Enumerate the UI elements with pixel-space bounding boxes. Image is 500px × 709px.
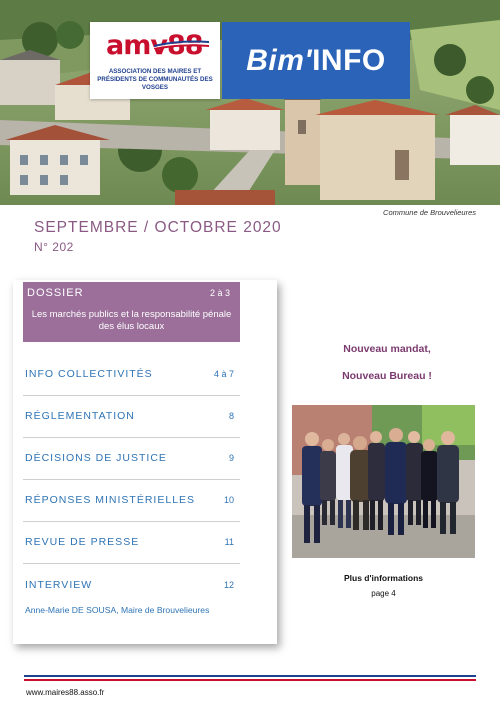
issue-number: N° 202 — [34, 240, 74, 254]
tricolor-footer-rule — [24, 675, 476, 681]
dossier-description: Les marchés publics et la responsabilité pénale des élus locaux — [31, 309, 232, 332]
dossier-pages: 2 à 3 — [209, 288, 230, 298]
dossier-box[interactable] — [23, 282, 240, 342]
group-photo — [292, 405, 475, 558]
toc-item-info-collectivites[interactable] — [23, 353, 240, 396]
more-info-page: page 4 — [371, 589, 396, 598]
dossier-title: DOSSIER — [27, 287, 84, 299]
toc-item-pages: 9 — [228, 453, 234, 463]
tricolor-swoosh-icon — [154, 40, 209, 49]
amv88-logo — [90, 22, 220, 99]
toc-item-label: REVUE DE PRESSE — [25, 536, 140, 548]
feature-headline-line2: Nouveau Bureau ! — [342, 370, 432, 382]
toc-item-label: RÉGLEMENTATION — [25, 410, 135, 422]
toc-item-decisions-de-justice[interactable] — [23, 437, 240, 480]
toc-item-reponses-ministerielles[interactable] — [23, 479, 240, 522]
issue-period: SEPTEMBRE / OCTOBRE 2020 — [34, 219, 282, 236]
toc-item-label: INFO COLLECTIVITÉS — [25, 368, 153, 380]
toc-item-interview[interactable] — [23, 564, 240, 606]
toc-item-reglementation[interactable] — [23, 395, 240, 438]
toc-item-pages: 12 — [223, 580, 234, 590]
feature-headline-line1: Nouveau mandat, — [343, 343, 431, 355]
interview-subtitle: Anne-Marie DE SOUSA, Maire de Brouvelieures — [25, 605, 210, 615]
more-info-link[interactable]: Plus d'informations — [344, 573, 423, 583]
logo-subtitle: ASSOCIATION DES MAIRES ET PRÉSIDENTS DE COMMUNAUTÉS DES VOSGES — [97, 68, 213, 91]
bulletin-title — [246, 44, 385, 78]
logo-wordmark: amv88 — [106, 30, 203, 61]
bulletin-title-banner — [222, 22, 410, 99]
bulletin-title-suffix: INFO — [312, 43, 386, 77]
photo-credit: Commune de Brouvelieures — [383, 208, 476, 217]
toc-item-pages: 10 — [223, 495, 234, 505]
toc-item-label: RÉPONSES MINISTÉRIELLES — [25, 494, 196, 506]
toc-item-pages: 8 — [228, 411, 234, 421]
toc-item-pages: 11 — [224, 537, 234, 547]
toc-item-label: INTERVIEW — [25, 579, 93, 591]
bureau-members-photo — [292, 405, 475, 558]
bulletin-title-prefix: Bim' — [246, 43, 313, 77]
toc-item-revue-de-presse[interactable] — [23, 521, 240, 564]
toc-item-pages: 4 à 7 — [213, 369, 234, 379]
table-of-contents — [13, 280, 277, 644]
toc-item-label: DÉCISIONS DE JUSTICE — [25, 452, 167, 464]
website-link[interactable]: www.maires88.asso.fr — [26, 688, 105, 697]
